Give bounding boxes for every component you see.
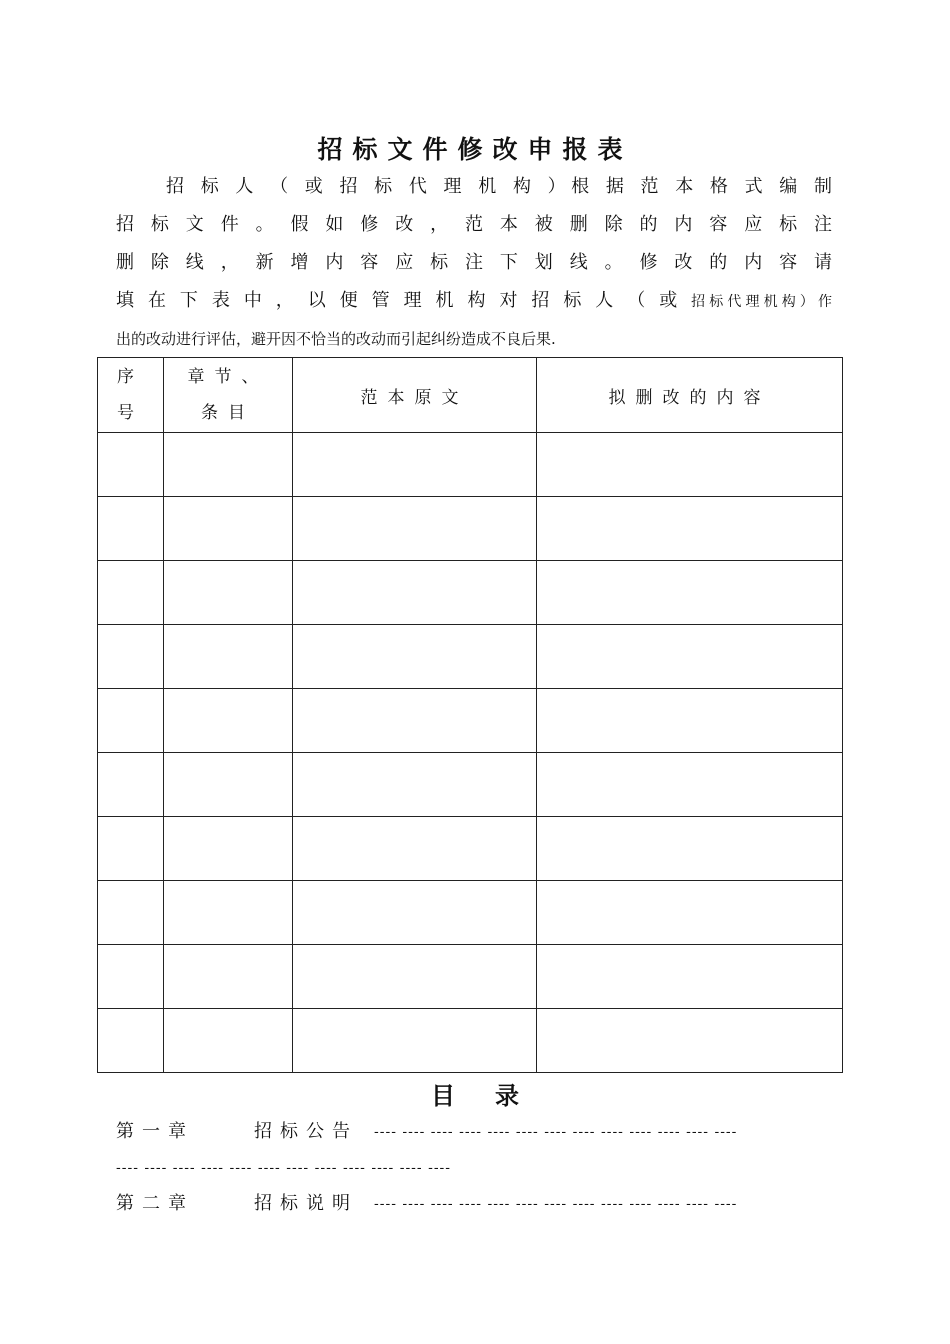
table-cell[interactable] bbox=[98, 1009, 164, 1073]
toc-entry-2[interactable] bbox=[116, 1186, 822, 1222]
table-cell[interactable] bbox=[537, 625, 843, 689]
toc-leader-continued: ---- ---- ---- ---- ---- ---- ---- ---- ---- ---- ---- ---- bbox=[116, 1160, 452, 1176]
table-row bbox=[98, 881, 843, 945]
table-cell[interactable] bbox=[293, 945, 537, 1009]
table-cell[interactable] bbox=[98, 753, 164, 817]
intro-line-1: 招 标 人 （ 或 招 标 代 理 机 构 ）根 据 范 本 格 式 编 制 bbox=[166, 176, 832, 197]
table-cell[interactable] bbox=[164, 689, 293, 753]
toc-entry-name: 招标公告 bbox=[254, 1121, 358, 1142]
header-section-bottom: 条目 bbox=[201, 403, 255, 423]
table-cell[interactable] bbox=[164, 1009, 293, 1073]
table-row bbox=[98, 753, 843, 817]
table-cell[interactable] bbox=[293, 433, 537, 497]
modification-table bbox=[97, 357, 843, 1073]
table-header-row bbox=[98, 358, 843, 433]
table-cell[interactable] bbox=[98, 945, 164, 1009]
table-cell[interactable] bbox=[293, 881, 537, 945]
table-row bbox=[98, 561, 843, 625]
intro-line-3: 删 除 线 ， 新 增 内 容 应 标 注 下 划 线 。 修 改 的 内 容 请 bbox=[116, 252, 832, 273]
table-row bbox=[98, 817, 843, 881]
table-cell[interactable] bbox=[537, 689, 843, 753]
header-serial bbox=[98, 358, 164, 433]
table-cell[interactable] bbox=[164, 945, 293, 1009]
table-cell[interactable] bbox=[98, 433, 164, 497]
table-cell[interactable] bbox=[537, 1009, 843, 1073]
header-serial-top: 序 bbox=[117, 367, 144, 387]
table-cell[interactable] bbox=[164, 433, 293, 497]
toc-chapter-label: 第一章 bbox=[116, 1121, 186, 1142]
toc-leader: ---- ---- ---- ---- ---- ---- ---- ---- ---- ---- ---- ---- ---- bbox=[374, 1196, 738, 1212]
table-cell[interactable] bbox=[164, 625, 293, 689]
toc-entry-1[interactable] bbox=[116, 1114, 822, 1150]
intro-line-4-main: 填 在 下 表 中 ， 以 便 管 理 机 构 对 招 标 人 （ 或 bbox=[116, 290, 682, 311]
header-section bbox=[164, 358, 293, 433]
table-cell[interactable] bbox=[293, 625, 537, 689]
header-original-text: 范本原文 bbox=[293, 358, 537, 433]
table-cell[interactable] bbox=[293, 1009, 537, 1073]
table-cell[interactable] bbox=[537, 561, 843, 625]
toc-list bbox=[116, 1114, 822, 1222]
table-cell[interactable] bbox=[293, 689, 537, 753]
table-cell[interactable] bbox=[164, 753, 293, 817]
header-proposed-changes: 拟删改的内容 bbox=[537, 358, 843, 433]
intro-line-5: 出的改动进行评估，避开因不恰当的改动而引起纠纷造成不良后果. bbox=[116, 330, 556, 348]
table-cell[interactable] bbox=[293, 753, 537, 817]
table-cell[interactable] bbox=[293, 561, 537, 625]
table-cell[interactable] bbox=[98, 881, 164, 945]
table-cell[interactable] bbox=[537, 881, 843, 945]
table-cell[interactable] bbox=[164, 881, 293, 945]
toc-leader: ---- ---- ---- ---- ---- ---- ---- ---- ---- ---- ---- ---- ---- bbox=[374, 1124, 738, 1140]
header-serial-bottom: 号 bbox=[117, 403, 144, 423]
toc-entry-1-continued bbox=[116, 1150, 822, 1186]
table-row bbox=[98, 1009, 843, 1073]
table-row bbox=[98, 625, 843, 689]
toc-title: 目录 bbox=[431, 1082, 559, 1110]
table-row bbox=[98, 689, 843, 753]
table-cell[interactable] bbox=[98, 561, 164, 625]
table-cell[interactable] bbox=[293, 817, 537, 881]
table-cell[interactable] bbox=[98, 689, 164, 753]
header-section-top: 章节、 bbox=[187, 367, 269, 387]
table-cell[interactable] bbox=[164, 497, 293, 561]
table-cell[interactable] bbox=[537, 497, 843, 561]
table-cell[interactable] bbox=[293, 497, 537, 561]
toc-chapter-label: 第二章 bbox=[116, 1193, 186, 1214]
table-cell[interactable] bbox=[98, 817, 164, 881]
table-cell[interactable] bbox=[537, 433, 843, 497]
table-cell[interactable] bbox=[98, 497, 164, 561]
table-cell[interactable] bbox=[537, 817, 843, 881]
table-row bbox=[98, 945, 843, 1009]
form-title: 招标文件修改申报表 bbox=[317, 135, 633, 164]
table-cell[interactable] bbox=[164, 561, 293, 625]
table-row bbox=[98, 433, 843, 497]
intro-paragraph bbox=[116, 168, 832, 358]
table-cell[interactable] bbox=[537, 945, 843, 1009]
table-cell[interactable] bbox=[164, 817, 293, 881]
intro-line-4-small: 招标代理机构）作 bbox=[691, 294, 832, 310]
table-cell[interactable] bbox=[98, 625, 164, 689]
table-cell[interactable] bbox=[537, 753, 843, 817]
table-row bbox=[98, 497, 843, 561]
toc-entry-name: 招标说明 bbox=[254, 1193, 358, 1214]
intro-line-4 bbox=[116, 282, 832, 320]
intro-line-2: 招 标 文 件 。 假 如 修 改 ， 范 本 被 删 除 的 内 容 应 标 注 bbox=[116, 214, 832, 235]
